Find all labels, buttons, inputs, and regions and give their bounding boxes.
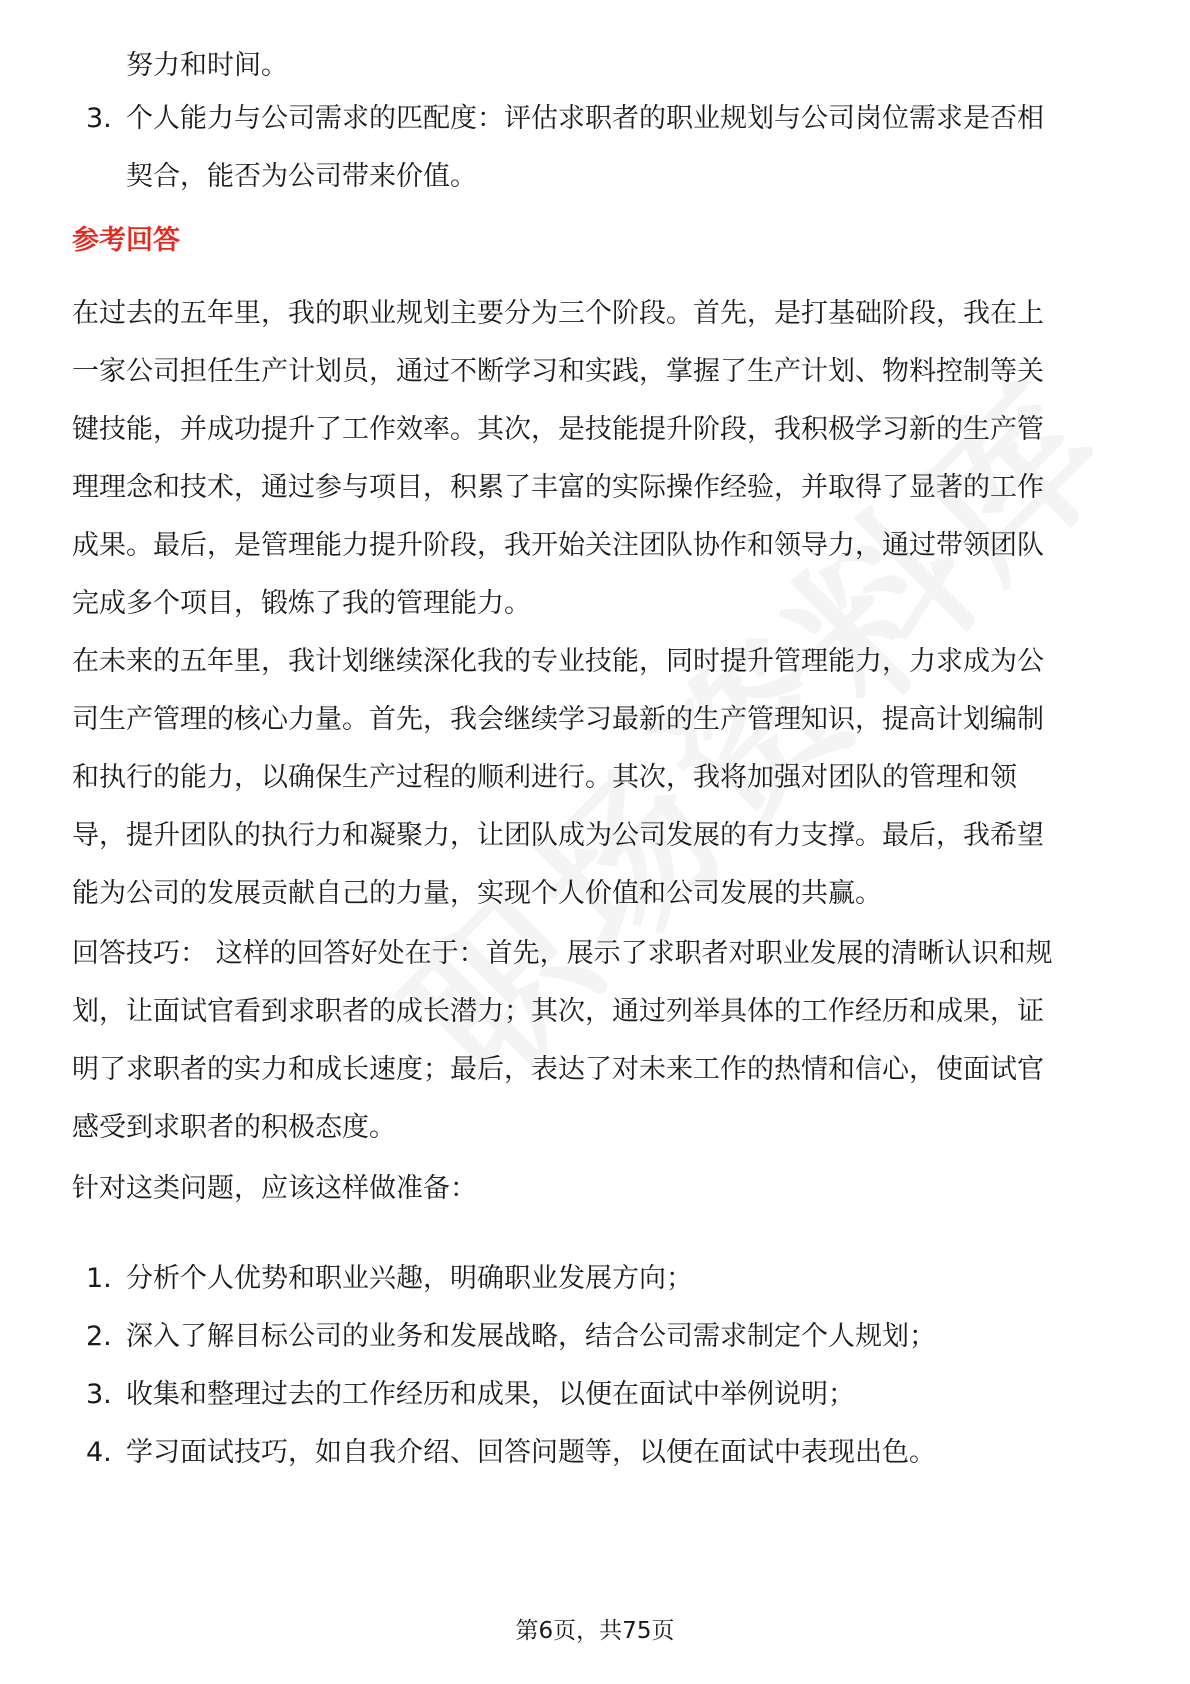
list-number: 3.	[86, 1379, 112, 1410]
list-number: 4.	[86, 1437, 112, 1468]
list-continuation-text: 努力和时间。	[126, 50, 288, 81]
page-number-footer: 第6页，共75页	[515, 1618, 675, 1644]
paragraph-line: 回答技巧： 这样的回答好处在于：首先，展示了求职者对职业发展的清晰认识和规	[72, 938, 1053, 969]
list-item-text: 学习面试技巧，如自我介绍、回答问题等，以便在面试中表现出色。	[126, 1437, 936, 1468]
prep-intro: 针对这类问题，应该这样做准备：	[72, 1173, 477, 1204]
paragraph-line: 划，让面试官看到求职者的成长潜力；其次，通过列举具体的工作经历和成果，证	[72, 996, 1044, 1027]
paragraph-line: 在过去的五年里，我的职业规划主要分为三个阶段。首先，是打基础阶段，我在上	[72, 298, 1044, 329]
paragraph-line: 完成多个项目，锻炼了我的管理能力。	[72, 588, 531, 619]
list-item-line: 契合，能否为公司带来价值。	[126, 161, 477, 192]
prep-list-item	[72, 1424, 936, 1482]
prep-list-item	[72, 1250, 936, 1308]
list-number: 3.	[86, 103, 112, 134]
paragraph-line: 导，提升团队的执行力和凝聚力，让团队成为公司发展的有力支撑。最后，我希望	[72, 820, 1044, 851]
prep-list	[72, 1250, 936, 1482]
list-continuation	[72, 37, 288, 95]
paragraph-line: 理理念和技术，通过参与项目，积累了丰富的实际操作经验，并取得了显著的工作	[72, 472, 1044, 503]
paragraph-line: 键技能，并成功提升了工作效率。其次，是技能提升阶段，我积极学习新的生产管	[72, 414, 1044, 445]
criteria-list-item-3	[72, 90, 1044, 206]
list-item-text: 收集和整理过去的工作经历和成果，以便在面试中举例说明；	[126, 1379, 855, 1410]
paragraph-line: 明了求职者的实力和成长速度；最后，表达了对未来工作的热情和信心，使面试官	[72, 1054, 1044, 1085]
paragraph-line: 在未来的五年里，我计划继续深化我的专业技能，同时提升管理能力，力求成为公	[72, 646, 1044, 677]
list-item-text: 分析个人优势和职业兴趣，明确职业发展方向；	[126, 1263, 693, 1294]
paragraph-line: 感受到求职者的积极态度。	[72, 1112, 396, 1143]
prep-list-item	[72, 1366, 936, 1424]
list-number: 1.	[86, 1263, 112, 1294]
list-number: 2.	[86, 1321, 112, 1352]
paragraph-answer-tips	[72, 925, 1053, 1157]
list-item-line: 个人能力与公司需求的匹配度：评估求职者的职业规划与公司岗位需求是否相	[126, 103, 1044, 134]
paragraph-future-plan	[72, 633, 1044, 923]
paragraph-past-plan	[72, 285, 1044, 633]
paragraph-line: 司生产管理的核心力量。首先，我会继续学习最新的生产管理知识，提高计划编制	[72, 704, 1044, 735]
paragraph-line: 和执行的能力，以确保生产过程的顺利进行。其次，我将加强对团队的管理和领	[72, 762, 1017, 793]
section-heading: 参考回答	[72, 225, 180, 256]
prep-list-item	[72, 1308, 936, 1366]
paragraph-line: 一家公司担任生产计划员，通过不断学习和实践，掌握了生产计划、物料控制等关	[72, 356, 1044, 387]
paragraph-line: 成果。最后，是管理能力提升阶段，我开始关注团队协作和领导力，通过带领团队	[72, 530, 1044, 561]
paragraph-line: 能为公司的发展贡献自己的力量，实现个人价值和公司发展的共赢。	[72, 878, 882, 909]
list-item-text: 深入了解目标公司的业务和发展战略，结合公司需求制定个人规划；	[126, 1321, 936, 1352]
